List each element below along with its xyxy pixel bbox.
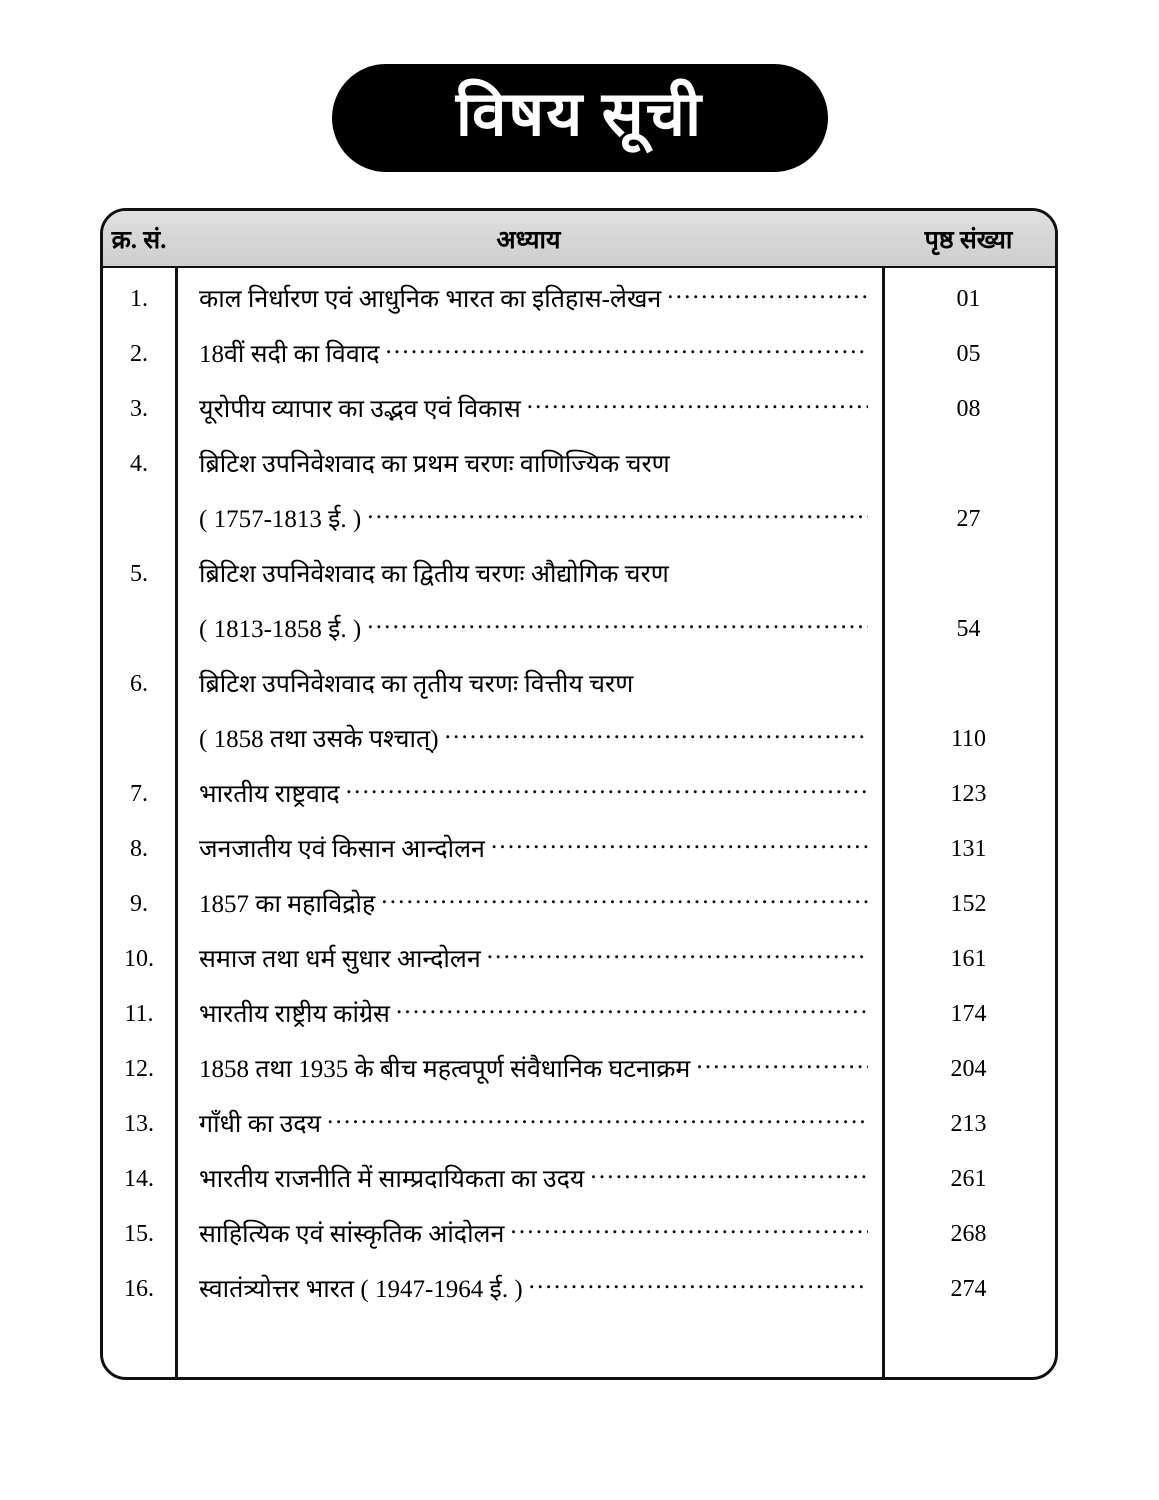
chapter-title-line [199, 932, 868, 987]
chapter-title-text: काल निर्धारण एवं आधुनिक भारत का इतिहास-लेखन [199, 285, 662, 313]
row-serial-number: 5. [130, 561, 148, 587]
chapter-title-line [199, 1262, 868, 1317]
row-chapter-title[interactable] [175, 1042, 882, 1097]
row-chapter-title[interactable] [175, 822, 882, 877]
row-page-number: 161 [950, 946, 987, 972]
chapter-title-text: ( 1858 तथा उसके पश्चात्) [199, 725, 439, 753]
row-chapter-title[interactable] [175, 1262, 882, 1317]
row-page-number: 01 [956, 286, 981, 312]
row-serial-number: 13. [124, 1111, 154, 1137]
chapter-title-line [199, 327, 868, 382]
table-header-row [103, 211, 1055, 268]
row-chapter-title[interactable] [175, 547, 882, 657]
dot-leader-empty [676, 452, 868, 477]
dot-leader [327, 1112, 868, 1137]
table-of-contents [100, 208, 1058, 1380]
table-row[interactable] [103, 767, 1055, 822]
row-page-number: 261 [950, 1166, 987, 1192]
column-header-serial: क्र. सं. [111, 226, 167, 254]
row-page-number: 213 [950, 1111, 987, 1137]
row-serial-number: 16. [124, 1276, 154, 1302]
row-chapter-title[interactable] [175, 1097, 882, 1152]
row-page-number: 54 [956, 616, 981, 642]
table-row[interactable] [103, 987, 1055, 1042]
table-row[interactable] [103, 1042, 1055, 1097]
chapter-title-text: ( 1813-1858 ई. ) [199, 615, 362, 643]
table-row[interactable] [103, 877, 1055, 932]
table-row[interactable] [103, 657, 1055, 767]
row-page-number: 268 [950, 1221, 987, 1247]
dot-leader [396, 1002, 868, 1027]
chapter-title-line [199, 1152, 868, 1207]
row-serial-number: 15. [124, 1221, 154, 1247]
dot-leader [381, 892, 868, 917]
dot-leader [510, 1222, 868, 1247]
chapter-title-line [199, 1097, 868, 1152]
chapter-title-text: भारतीय राष्ट्रवाद [199, 780, 340, 808]
column-header-page: पृष्ठ संख्या [924, 226, 1013, 254]
dot-leader [346, 782, 868, 807]
chapter-title-text: ब्रिटिश उपनिवेशवाद का प्रथम चरणः वाणिज्यिक चरण [199, 450, 670, 478]
page-title-pill [332, 64, 828, 172]
table-row[interactable] [103, 1262, 1055, 1317]
table-body [103, 268, 1055, 1378]
row-serial-number: 9. [130, 891, 148, 917]
column-header-chapter: अध्याय [496, 226, 561, 254]
table-row[interactable] [103, 822, 1055, 877]
row-page-number: 131 [950, 836, 987, 862]
row-page-number: 152 [950, 891, 987, 917]
row-page-number: 27 [956, 506, 981, 532]
chapter-title-line [199, 272, 868, 327]
chapter-title-text: समाज तथा धर्म सुधार आन्दोलन [199, 945, 481, 973]
chapter-title-line [199, 987, 868, 1042]
table-row[interactable] [103, 437, 1055, 547]
chapter-title-text: यूरोपीय व्यापार का उद्भव एवं विकास [199, 395, 521, 423]
row-serial-number: 6. [130, 671, 148, 697]
table-row[interactable] [103, 1097, 1055, 1152]
row-chapter-title[interactable] [175, 437, 882, 547]
dot-leader [696, 1057, 868, 1082]
dot-leader [667, 287, 868, 312]
row-chapter-title[interactable] [175, 767, 882, 822]
row-page-number: 110 [950, 726, 987, 752]
row-serial-number: 3. [130, 396, 148, 422]
chapter-title-line [199, 1042, 868, 1097]
chapter-title-line [199, 547, 868, 602]
chapter-title-text: ब्रिटिश उपनिवेशवाद का तृतीय चरणः वित्तीय चरण [199, 670, 634, 698]
dot-leader [385, 342, 868, 367]
dot-leader-empty [675, 562, 868, 587]
table-row[interactable] [103, 272, 1055, 327]
page-title: विषय सूची [455, 81, 704, 149]
table-row[interactable] [103, 1152, 1055, 1207]
row-chapter-title[interactable] [175, 327, 882, 382]
chapter-title-line [199, 382, 868, 437]
row-serial-number: 11. [124, 1001, 154, 1027]
dot-leader [487, 947, 868, 972]
row-serial-number: 1. [130, 286, 148, 312]
table-rows [103, 268, 1055, 1317]
page-title-container [0, 64, 1159, 172]
chapter-title-text: भारतीय राजनीति में साम्प्रदायिकता का उदय [199, 1165, 585, 1193]
chapter-title-text: 18वीं सदी का विवाद [199, 340, 380, 368]
chapter-title-text: साहित्यिक एवं सांस्कृतिक आंदोलन [199, 1220, 505, 1248]
table-row[interactable] [103, 327, 1055, 382]
row-chapter-title[interactable] [175, 1152, 882, 1207]
chapter-title-text: 1858 तथा 1935 के बीच महत्वपूर्ण संवैधानिक घटनाक्रम [199, 1055, 691, 1083]
chapter-title-text: गाँधी का उदय [199, 1110, 322, 1138]
chapter-title-text: ( 1757-1813 ई. ) [199, 505, 362, 533]
row-chapter-title[interactable] [175, 272, 882, 327]
row-serial-number: 8. [130, 836, 148, 862]
dot-leader-empty [639, 672, 868, 697]
row-chapter-title[interactable] [175, 1207, 882, 1262]
chapter-title-line [199, 712, 868, 767]
chapter-title-line [199, 877, 868, 932]
chapter-title-text: ब्रिटिश उपनिवेशवाद का द्वितीय चरणः औद्योगिक चरण [199, 560, 669, 588]
table-row[interactable] [103, 1207, 1055, 1262]
row-chapter-title[interactable] [175, 877, 882, 932]
row-serial-number: 14. [124, 1166, 154, 1192]
row-serial-number: 12. [124, 1056, 154, 1082]
chapter-title-line [199, 492, 868, 547]
dot-leader [367, 507, 868, 532]
chapter-title-text: स्वातंत्र्योत्तर भारत ( 1947-1964 ई. ) [199, 1275, 523, 1303]
dot-leader [445, 727, 868, 752]
row-chapter-title[interactable] [175, 657, 882, 767]
chapter-title-text: जनजातीय एवं किसान आन्दोलन [199, 835, 485, 863]
dot-leader [529, 1277, 868, 1302]
chapter-title-line [199, 437, 868, 492]
row-page-number: 123 [950, 781, 987, 807]
row-page-number: 174 [950, 1001, 987, 1027]
table-row[interactable] [103, 932, 1055, 987]
row-page-number: 204 [950, 1056, 987, 1082]
chapter-title-line [199, 1207, 868, 1262]
row-chapter-title[interactable] [175, 382, 882, 437]
row-serial-number: 10. [124, 946, 154, 972]
row-page-number: 08 [956, 396, 981, 422]
chapter-title-line [199, 657, 868, 712]
row-serial-number: 2. [130, 341, 148, 367]
row-page-number: 274 [950, 1276, 987, 1302]
row-page-number: 05 [956, 341, 981, 367]
row-serial-number: 7. [130, 781, 148, 807]
table-row[interactable] [103, 547, 1055, 657]
chapter-title-line [199, 822, 868, 877]
row-chapter-title[interactable] [175, 932, 882, 987]
dot-leader [527, 397, 868, 422]
chapter-title-text: 1857 का महाविद्रोह [199, 890, 376, 918]
row-serial-number: 4. [130, 451, 148, 477]
dot-leader [367, 617, 868, 642]
table-row[interactable] [103, 382, 1055, 437]
chapter-title-line [199, 602, 868, 657]
row-chapter-title[interactable] [175, 987, 882, 1042]
dot-leader [590, 1167, 868, 1192]
chapter-title-text: भारतीय राष्ट्रीय कांग्रेस [199, 1000, 390, 1028]
dot-leader [491, 837, 868, 862]
chapter-title-line [199, 767, 868, 822]
